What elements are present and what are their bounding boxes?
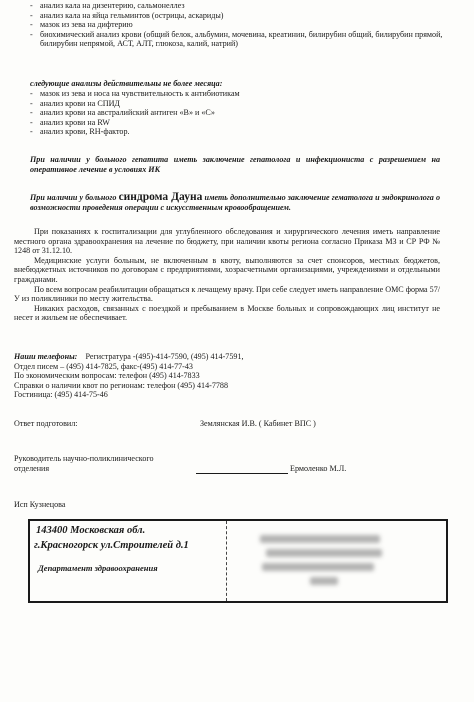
dash-bullet: - [30, 117, 33, 127]
dash-bullet: - [30, 10, 33, 20]
dash-bullet: - [30, 20, 33, 30]
head-title-line1: Руководитель научно-поликлинического [14, 454, 154, 463]
dash-bullet: - [30, 127, 33, 137]
down-note-suffix: иметь дополнительно заключение гематолога и эндокринолога о возможности проведения операции с искусственным кровообращением. [30, 193, 440, 212]
phone-hotel: Гостиница: (495) 414-75-46 [14, 390, 108, 400]
list-item [0, 1, 474, 11]
dash-bullet: - [30, 98, 33, 108]
list-item-text: биохимический анализ крови (общий белок, альбумин, мочевина, креатинин, билирубин общий, билирубин прямой, билирубин непрямой, АСТ, АЛТ, глюкоза, калий, натрий) [40, 29, 443, 49]
month-validity-heading: следующие анализы действительны не более месяца: [30, 79, 223, 88]
address-line-department: Департамент здравоохранения [38, 563, 158, 573]
prepared-label: Ответ подготовил: [14, 419, 78, 428]
dash-bullet: - [30, 108, 33, 118]
down-note-prefix: При наличии у больного [30, 193, 119, 202]
dash-bullet: - [30, 29, 33, 39]
month-tests-list [0, 89, 474, 137]
sub-heading [0, 79, 474, 89]
address-line-postal: 143400 Московская обл. [36, 525, 146, 536]
list-item [0, 89, 474, 99]
list-item-text: мазок из зева на дифтерию [40, 20, 133, 30]
signature-line [196, 465, 288, 474]
head-title-line2: отделения [14, 464, 50, 473]
phones-label: Наши телефоны: [14, 352, 78, 361]
prepared-name: Землянская И.В. ( Кабинет ВПС ) [200, 419, 316, 428]
list-item [0, 118, 474, 128]
list-item [0, 127, 474, 137]
list-item [0, 99, 474, 109]
phone-economic: По экономическим вопросам: телефон (495) 414-7833 [14, 371, 200, 381]
list-item-text: анализ крови на СПИД [40, 98, 120, 108]
phones-row-1 [14, 352, 474, 362]
down-note-highlight: синдрома Дауна [118, 191, 203, 203]
list-item [0, 11, 474, 21]
address-divider [226, 521, 227, 601]
address-box [28, 519, 448, 603]
conditions-paragraphs [0, 227, 474, 323]
dash-bullet: - [30, 1, 33, 10]
hepatitis-note-block [0, 155, 474, 175]
phone-quotas: Справки о наличии квот по регионам: телефон (495) 414-7788 [14, 380, 229, 390]
list-item-text: мазок из зева и носа на чувствительность к антибиотикам [40, 89, 240, 98]
list-item-text: анализ кала на яйца гельминтов (острицы, аскариды) [40, 10, 224, 20]
sender-address [30, 521, 226, 601]
list-item-text: анализ кала на дизентерию, сальмонеллез [40, 1, 185, 10]
down-note-block [0, 192, 474, 213]
paragraph-paid-services: Медицинские услуги больным, не включенным в квоту, выполняются за счет спонсоров, местных бюджетов, внебюджетных источников по договорам с предприятиями, хозрасчетными организациями, учреждениями и отдельными гражданами. [14, 255, 440, 284]
address-line-street: г.Красногорск ул.Строителей д.1 [34, 540, 189, 551]
list-item-text: анализ крови на австралийский антиген «В» и «С» [40, 108, 215, 118]
head-signature [196, 464, 346, 474]
paragraph-hospitalization: При показаниях к госпитализации для углубленного обследования и хирургического лечения иметь направление местного органа здравоохранения на лечение по бюджету, при наличии квоты региона согласно Приказа МЗ и СР РФ № 1248 от 31.12.10. [14, 227, 440, 256]
tests-list [0, 1, 474, 49]
head-name: Ермоленко М.Л. [290, 464, 347, 473]
phone-registry: Регистратура -(495)-414-7590, (495) 414-7591, [85, 352, 244, 361]
list-item [0, 108, 474, 118]
paragraph-rehabilitation: По всем вопросам реабилитации обращаться к лечащему врачу. При себе следует иметь направление ОМС форма 57/У из поликлиники по месту жительства. [14, 284, 440, 304]
list-item [0, 20, 474, 30]
list-item-text: анализ крови, RH-фактор. [40, 127, 130, 137]
list-item-text: анализ крови на RW [40, 117, 110, 127]
down-syndrome-note [30, 192, 440, 213]
hepatitis-note: При наличии у больного гепатита иметь заключение гепатолога и инфекциониста с разрешением на оперативное лечение в условиях ИК [30, 155, 440, 174]
dash-bullet: - [30, 89, 33, 98]
paragraph-expenses: Никаких расходов, связанных с поездкой и пребыванием в Москве больных и сопровождающих лиц институт не несет и жильем не обеспечивает. [14, 303, 440, 323]
phones-block [0, 352, 474, 400]
executor: Исп Кузнецова [14, 500, 66, 509]
phone-letters: Отдел писем – (495) 414-7825, факс-(495) 414-77-43 [14, 361, 193, 371]
list-item [0, 30, 474, 49]
